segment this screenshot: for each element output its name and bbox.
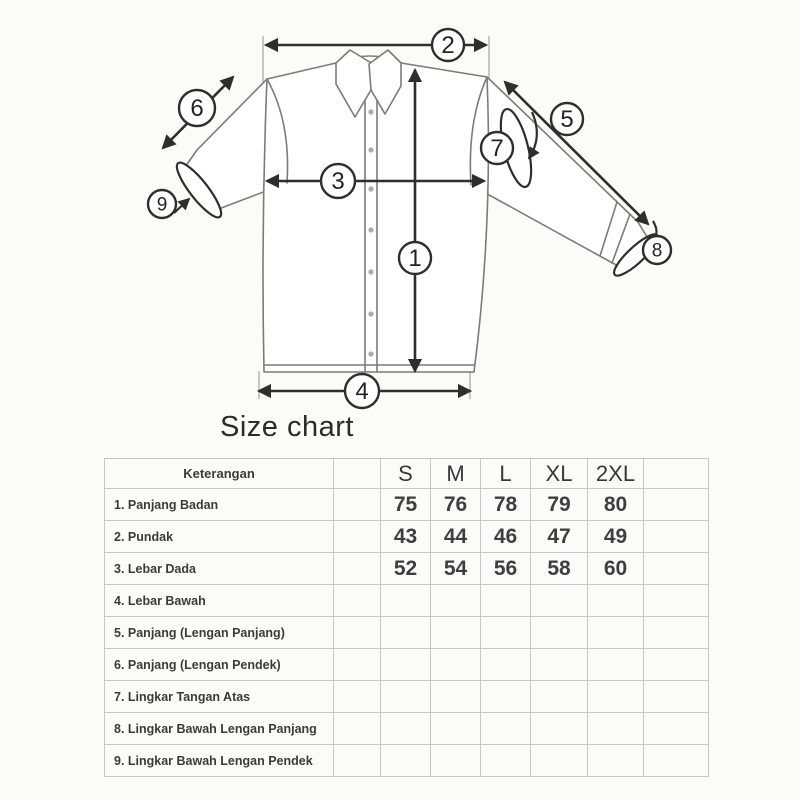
value-cell: 44 xyxy=(431,521,481,553)
size-col-header-s: S xyxy=(381,459,431,489)
svg-text:1: 1 xyxy=(408,245,422,272)
value-cell xyxy=(481,617,531,649)
value-cell xyxy=(531,745,588,777)
shirt-body xyxy=(263,56,488,372)
row-label-cell: 1. Panjang Badan xyxy=(105,489,334,521)
row-label-cell: 2. Pundak xyxy=(105,521,334,553)
measure-marker-8 xyxy=(643,236,671,264)
row-label-cell: 3. Lebar Dada xyxy=(105,553,334,585)
blank-cell xyxy=(644,521,709,553)
size-col-header-m: M xyxy=(431,459,481,489)
blank-cell xyxy=(334,745,381,777)
blank-cell xyxy=(644,681,709,713)
table-header-row xyxy=(105,459,709,489)
size-col-header-xl: XL xyxy=(531,459,588,489)
value-cell xyxy=(381,681,431,713)
size-col-header-l: L xyxy=(481,459,531,489)
value-cell: 56 xyxy=(481,553,531,585)
row-label-cell: 9. Lingkar Bawah Lengan Pendek xyxy=(105,745,334,777)
measure-marker-6 xyxy=(179,90,215,126)
blank-cell xyxy=(644,649,709,681)
value-cell xyxy=(431,681,481,713)
value-cell xyxy=(481,649,531,681)
row-label-cell: 4. Lebar Bawah xyxy=(105,585,334,617)
value-cell xyxy=(588,681,644,713)
value-cell xyxy=(381,617,431,649)
value-cell xyxy=(531,585,588,617)
shirt-drawing xyxy=(171,50,663,372)
measure-marker-4 xyxy=(345,374,379,408)
value-cell xyxy=(481,681,531,713)
value-cell xyxy=(531,649,588,681)
value-cell xyxy=(381,649,431,681)
value-cell xyxy=(588,585,644,617)
value-cell xyxy=(431,617,481,649)
blank-header-cell xyxy=(644,459,709,489)
svg-text:3: 3 xyxy=(331,168,345,195)
blank-cell xyxy=(334,585,381,617)
svg-text:8: 8 xyxy=(651,240,663,262)
measure-marker-5 xyxy=(551,103,583,135)
measure-marker-7 xyxy=(481,132,513,164)
keterangan-header: Keterangan xyxy=(105,459,334,489)
blank-cell xyxy=(334,713,381,745)
value-cell xyxy=(588,617,644,649)
value-cell: 43 xyxy=(381,521,431,553)
value-cell: 54 xyxy=(431,553,481,585)
value-cell: 52 xyxy=(381,553,431,585)
value-cell xyxy=(481,745,531,777)
value-cell xyxy=(588,713,644,745)
blank-cell xyxy=(334,649,381,681)
value-cell xyxy=(381,713,431,745)
table-row xyxy=(105,745,709,777)
value-cell: 47 xyxy=(531,521,588,553)
value-cell xyxy=(481,585,531,617)
value-cell: 76 xyxy=(431,489,481,521)
value-cell: 46 xyxy=(481,521,531,553)
value-cell xyxy=(588,745,644,777)
blank-cell xyxy=(644,617,709,649)
value-cell xyxy=(588,649,644,681)
table-row xyxy=(105,489,709,521)
blank-cell xyxy=(334,553,381,585)
value-cell xyxy=(531,713,588,745)
blank-cell xyxy=(334,617,381,649)
size-table xyxy=(104,458,709,777)
blank-cell xyxy=(644,553,709,585)
value-cell xyxy=(531,617,588,649)
blank-cell xyxy=(644,745,709,777)
measure-marker-1 xyxy=(399,242,431,274)
svg-text:4: 4 xyxy=(355,378,369,405)
blank-cell xyxy=(334,489,381,521)
blank-cell xyxy=(334,681,381,713)
blank-cell xyxy=(644,713,709,745)
table-row xyxy=(105,553,709,585)
value-cell xyxy=(431,585,481,617)
measure-marker-9 xyxy=(148,190,176,218)
size-col-header-2xl: 2XL xyxy=(588,459,644,489)
blank-cell xyxy=(644,585,709,617)
svg-text:2: 2 xyxy=(441,32,455,59)
table-row xyxy=(105,617,709,649)
value-cell xyxy=(431,745,481,777)
row-label-cell: 8. Lingkar Bawah Lengan Panjang xyxy=(105,713,334,745)
measure-marker-3 xyxy=(321,164,355,198)
value-cell: 58 xyxy=(531,553,588,585)
blank-header-cell xyxy=(334,459,381,489)
blank-cell xyxy=(334,521,381,553)
value-cell xyxy=(381,745,431,777)
table-row xyxy=(105,585,709,617)
value-cell: 75 xyxy=(381,489,431,521)
page-title: Size chart xyxy=(220,411,354,443)
value-cell xyxy=(431,713,481,745)
value-cell: 78 xyxy=(481,489,531,521)
value-cell: 49 xyxy=(588,521,644,553)
value-cell: 80 xyxy=(588,489,644,521)
row-label-cell: 5. Panjang (Lengan Panjang) xyxy=(105,617,334,649)
row-label-cell: 6. Panjang (Lengan Pendek) xyxy=(105,649,334,681)
row-label-cell: 7. Lingkar Tangan Atas xyxy=(105,681,334,713)
svg-text:5: 5 xyxy=(560,106,574,133)
table-row xyxy=(105,681,709,713)
svg-text:7: 7 xyxy=(490,135,504,162)
table-row xyxy=(105,649,709,681)
blank-cell xyxy=(644,489,709,521)
measure-marker-2 xyxy=(432,29,464,61)
value-cell: 60 xyxy=(588,553,644,585)
value-cell xyxy=(381,585,431,617)
table-row xyxy=(105,713,709,745)
value-cell xyxy=(531,681,588,713)
svg-text:9: 9 xyxy=(156,194,168,216)
svg-text:6: 6 xyxy=(190,95,204,122)
value-cell: 79 xyxy=(531,489,588,521)
value-cell xyxy=(431,649,481,681)
table-row xyxy=(105,521,709,553)
value-cell xyxy=(481,713,531,745)
